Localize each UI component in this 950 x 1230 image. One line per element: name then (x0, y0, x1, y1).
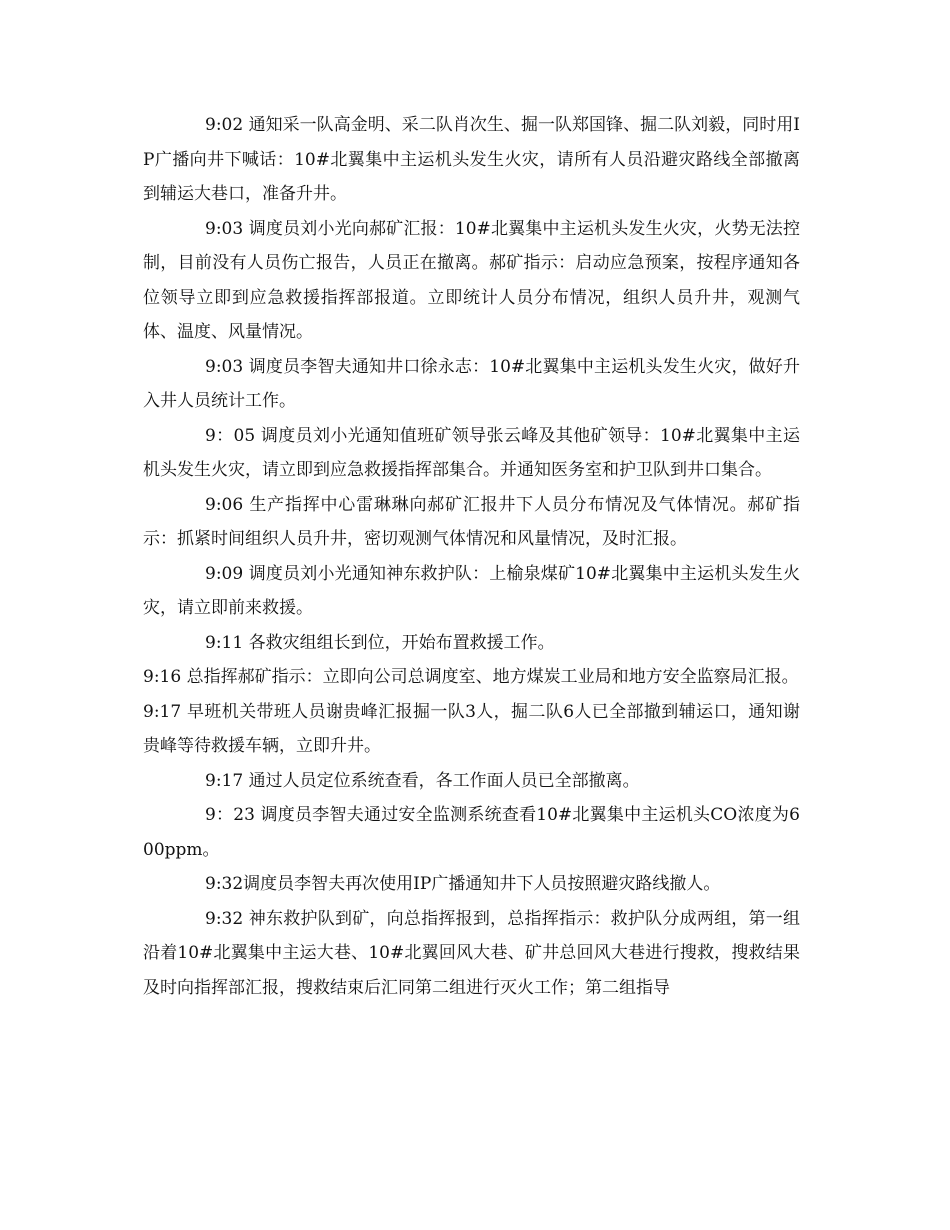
paragraph-0932-a: 9:32调度员李智夫再次使用IP广播通知井下人员按照避灾路线撤人。 (205, 874, 721, 894)
paragraph-0911: 9:11 各救灾组组长到位，开始布置救援工作。 (205, 632, 555, 653)
paragraph-0923: 9：23 调度员李智夫通过安全监测系统查看10#北翼集中主运机头CO浓度为600ppm。 (143, 805, 800, 860)
paragraph-0917-a: 9:17 早班机关带班人员谢贵峰汇报掘一队3人，掘二队6人已全部撤到辅运口，通知谢贵峰等待救援车辆，立即升井。 (143, 701, 800, 756)
paragraph-0903-b: 9:03 调度员李智夫通知井口徐永志：10#北翼集中主运机头发生火灾，做好升入井人员统计工作。 (143, 356, 800, 411)
paragraph-0902: 9:02 通知采一队高金明、采二队肖次生、掘一队郑国锋、掘二队刘毅，同时用IP广播向井下喊话：10#北翼集中主运机头发生火灾，请所有人员沿避灾路线全部撤离到辅运大巷口，准备升井。 (143, 115, 800, 204)
paragraph-0932-b: 9:32 神东救护队到矿，向总指挥报到，总指挥指示：救护队分成两组，第一组沿着10#北翼集中主运大巷、10#北翼回风大巷、矿井总回风大巷进行搜救，搜救结果及时向指挥部汇报，搜救结束后汇同第二组进行灭火工作；第二组指导 (143, 908, 800, 998)
paragraph-0903-a: 9:03 调度员刘小光向郝矿汇报：10#北翼集中主运机头发生火灾，火势无法控制，目前没有人员伤亡报告，人员正在撤离。郝矿指示：启动应急预案，按程序通知各位领导立即到应急救援指挥部报道。立即统计人员分布情况，组织人员升井，观测气体、温度、风量情况。 (143, 218, 800, 342)
paragraph-0909: 9:09 调度员刘小光通知神东救护队：上榆泉煤矿10#北翼集中主运机头发生火灾，请立即前来救援。 (143, 563, 800, 618)
paragraph-0916: 9:16 总指挥郝矿指示：立即向公司总调度室、地方煤炭工业局和地方安全监察局汇报。 (143, 667, 799, 687)
paragraph-0905: 9：05 调度员刘小光通知值班矿领导张云峰及其他矿领导：10#北翼集中主运机头发生火灾，请立即到应急救援指挥部集合。并通知医务室和护卫队到井口集合。 (143, 425, 800, 480)
paragraph-0917-b: 9:17 通过人员定位系统查看，各工作面人员已全部撤离。 (205, 770, 640, 791)
paragraph-0906: 9:06 生产指挥中心雷琳琳向郝矿汇报井下人员分布情况及气体情况。郝矿指示：抓紧时间组织人员升井，密切观测气体情况和风量情况，及时汇报。 (143, 494, 800, 549)
